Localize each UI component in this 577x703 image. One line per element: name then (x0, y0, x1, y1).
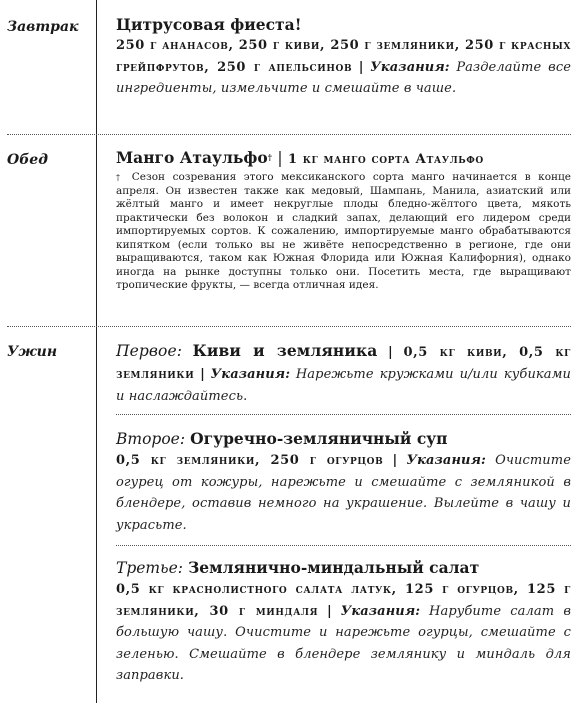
instructions: Разделайте все ингредиенты, измельчите и смешайте в чаше. (116, 59, 571, 96)
instructions-label: Указания: (340, 603, 421, 619)
recipe-body (116, 35, 571, 100)
footnote-mark: † (116, 173, 125, 182)
recipe-body (116, 450, 571, 536)
dinner-second-recipe (116, 428, 571, 536)
instructions-label: Указания: (406, 453, 486, 468)
recipe-title-line (116, 557, 571, 579)
lunch-recipe (116, 147, 571, 293)
separator: | (326, 603, 332, 619)
dinner-first-recipe (116, 340, 571, 408)
separator: | (200, 367, 205, 382)
meal-label-breakfast: Завтрак (7, 19, 79, 35)
instructions-label: Указания: (210, 367, 291, 382)
ingredients: 0,5 кг земляники, 250 г огурцов (116, 453, 384, 468)
separator: | (392, 453, 398, 468)
recipe-body (116, 340, 571, 408)
recipe-title: Огуречно-земляничный суп (190, 429, 448, 448)
section-divider (7, 134, 571, 135)
recipe-title-line (116, 147, 571, 170)
breakfast-recipe (116, 14, 571, 100)
course-prefix: Первое: (116, 342, 183, 360)
section-divider (7, 326, 571, 327)
meal-label-dinner: Ужин (7, 344, 58, 360)
instructions: Нарежьте кружками и/или кубиками и наслаждайтесь. (116, 367, 571, 404)
footnote-text: Сезон созревания этого мексиканского сорта манго начинается в конце апреля. Он известен также как медовый, Шампань, Манила, азиатский или жёлтый манго и имеет некруглые плоды бледно-жёлтого цвета, мякоть практически без волокон и сладкий запах, делающий его лидером среди импортируемых сортов. К сожалению, импортируемые манго обрабатываются кипятком (если только вы не живёте непосредственно в регионе, где они выращиваются, таком как Южная Флорида или Южная Калифорния), однако иногда на рынке доступны только они. Посетить места, где выращивают тропические фрукты, — всегда отличная идея. (116, 171, 572, 291)
recipe-title: Манго Атаульфо (116, 148, 268, 167)
dinner-third-recipe (116, 557, 571, 687)
recipe-title: Киви и земляника (192, 341, 378, 360)
recipe-title: Землянично-миндальный салат (188, 558, 480, 577)
separator: | (388, 345, 393, 360)
course-prefix: Второе: (116, 430, 186, 448)
ingredients: 0,5 кг краснолистного салата латук, 125 г огурцов, 125 г земляники, 30 г миндаля (116, 582, 571, 619)
instructions: Нарубите салат в большую чашу. Очистите и нарежьте огурцы, смешайте с зеленью. Смешайте в блендере землянику и миндаль для заправки. (116, 603, 572, 683)
course-divider (116, 414, 571, 415)
separator: | (358, 59, 364, 75)
course-prefix: Третье: (116, 559, 183, 577)
recipe-body (116, 579, 571, 687)
instructions: Очистите огурец от кожуры, нарежьте и смешайте с земляникой в блендере, оставив немного на украшение. Вылейте в чашу и украсьте. (116, 453, 571, 533)
recipe-title-line (116, 428, 571, 450)
recipe-title: Цитрусовая фиеста! (116, 15, 302, 34)
meal-label-lunch: Обед (7, 152, 48, 168)
course-divider (116, 545, 571, 546)
amount: 1 кг манго сорта Атаульфо (287, 152, 484, 167)
footnote-mark: † (267, 152, 272, 162)
column-divider (96, 0, 97, 703)
footnote (116, 171, 571, 293)
ingredients: 250 г ананасов, 250 г киви, 250 г земляники, 250 г красных грейпфрутов, 250 г апельсинов (116, 38, 571, 75)
separator: | (277, 149, 283, 167)
instructions-label: Указания: (370, 59, 450, 75)
ingredients: 0,5 кг киви, 0,5 кг земляники (116, 345, 571, 382)
